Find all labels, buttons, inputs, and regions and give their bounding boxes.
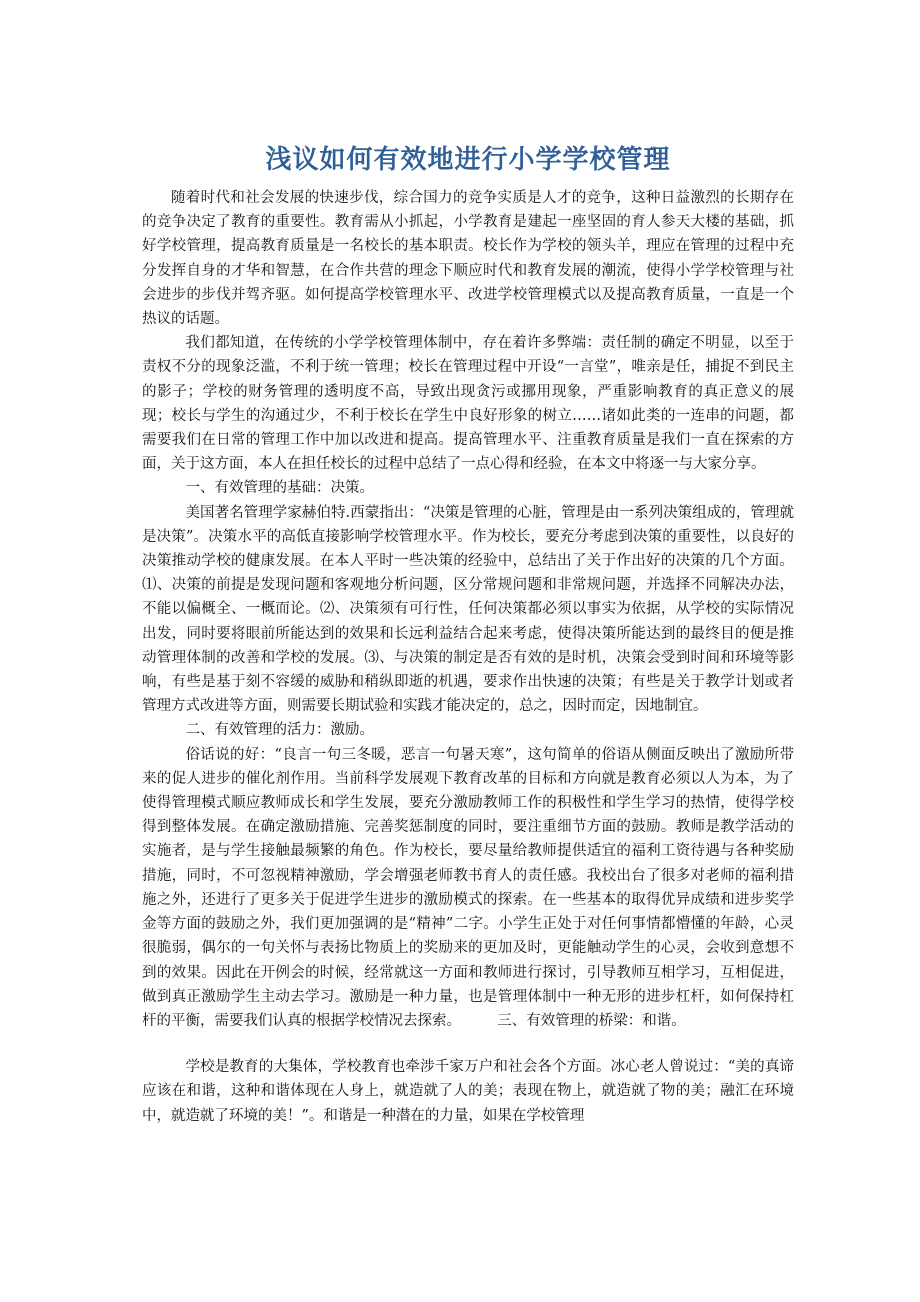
section-heading-decision: 一、有效管理的基础：决策。: [185, 480, 374, 497]
document-title: 浅议如何有效地进行小学学校管理: [265, 145, 671, 175]
paragraph-motivation: 俗话说的好：“良言一句三冬暖，恶言一句暑天寒”，这句简单的俗语从侧面反映出了激励所带来的促人进步的催化剂作用。当前科学发展观下教育改革的目标和方向就是教育必须以人为本，为了使得管理模式顺应教师成长和学生发展，要充分激励教师工作的积极性和学生学习的热情，使得学校得到整体发展。在确定激励措施、完善奖惩制度的同时，要注重细节方面的鼓励。教师是教学活动的实施者，是与学生接触最频繁的角色。作为校长，要尽量给教师提供适宜的福利工资待遇与各种奖励措施，同时，不可忽视精神激励，学会增强老师教书育人的责任感。我校出台了很多对老师的福利措施之外，还进行了更多关于促进学生进步的激励模式的探索。在一些基本的取得优异成绩和进步奖学金等方面的鼓励之外，我们更加强调的是“精神”二字。小学生正处于对任何事情都懵懂的年龄，心灵很脆弱，偶尔的一句关怀与表扬比物质上的奖励来的更加及时，更能触动学生的心灵，会收到意想不到的效果。因此在开例会的时候，经常就这一方面和教师进行探讨，引导教师互相学习，互相促进，做到真正激励学生主动去学习。激励是一种力量，也是管理体制中一种无形的进步杠杆，如何保持杠杆的平衡，需要我们认真的根据学校情况去探索。 三、有效管理的桥梁：和谐。: [142, 746, 794, 1029]
paragraph-gap: [142, 1033, 794, 1055]
paragraph-decision: 美国著名管理学家赫伯特.西蒙指出：“决策是管理的心脏，管理是由一系列决策组成的，管理就是决策”。决策水平的高低直接影响学校管理水平。作为校长，要充分考虑到决策的重要性，以良好的决策推动学校的健康发展。在本人平时一些决策的经验中，总结出了关于作出好的决策的几个方面。⑴、决策的前提是发现问题和客观地分析问题，区分常规问题和非常规问题，并选择不同解决办法，不能以偏概全、一概而论。⑵、决策须有可行性，任何决策都必须以事实为依据，从学校的实际情况出发，同时要将眼前所能达到的效果和长远利益结合起来考虑，使得决策所能达到的最终目的便是推动管理体制的改善和学校的发展。⑶、与决策的制定是否有效的是时机，决策会受到时间和环境等影响，有些是基于刻不容缓的威胁和稍纵即逝的机遇，要求作出快速的决策；有些是关于教学计划或者管理方式改进等方面，则需要长期试验和实践才能决定的，总之，因时而定，因地制宜。: [142, 504, 794, 715]
paragraph-problems: 我们都知道，在传统的小学学校管理体制中，存在着许多弊端：责任制的确定不明显，以至于责权不分的现象泛滥，不利于统一管理；校长在管理过程中开设“一言堂”，唯亲是任，捕捉不到民主的影子；学校的财务管理的透明度不高，导致出现贪污或挪用现象，严重影响教育的真正意义的展现；校长与学生的沟通过少，不利于校长在学生中良好形象的树立……诸如此类的一连串的问题，都需要我们在日常的管理工作中加以改进和提高。提高管理水平、注重教育质量是我们一直在探索的方面，关于这方面，本人在担任校长的过程中总结了一点心得和经验，在本文中将逐一与大家分享。: [142, 335, 794, 473]
paragraph-intro: 随着时代和社会发展的快速步伐，综合国力的竞争实质是人才的竞争，这种日益激烈的长期存在的竞争决定了教育的重要性。教育需从小抓起，小学教育是建起一座坚固的育人参天大楼的基础，抓好学校管理，提高教育质量是一名校长的基本职责。校长作为学校的领头羊，理应在管理的过程中充分发挥自身的才华和智慧，在合作共营的理念下顺应时代和教育发展的潮流，使得小学学校管理与社会进步的步伐并驾齐驱。如何提高学校管理水平、改进学校管理模式以及提高教育质量，一直是一个热议的话题。: [142, 190, 794, 328]
document-page: [142, 140, 794, 1128]
paragraph-harmony: 学校是教育的大集体，学校教育也牵涉千家万户和社会各个方面。冰心老人曾说过：“美的真谛应该在和谐，这种和谐体现在人身上，就造就了人的美；表现在物上，就造就了物的美；融汇在环境中，就造就了环境的美！”。和谐是一种潜在的力量，如果在学校管理: [142, 1059, 794, 1124]
section-heading-motivation: 二、有效管理的活力：激励。: [185, 722, 374, 739]
